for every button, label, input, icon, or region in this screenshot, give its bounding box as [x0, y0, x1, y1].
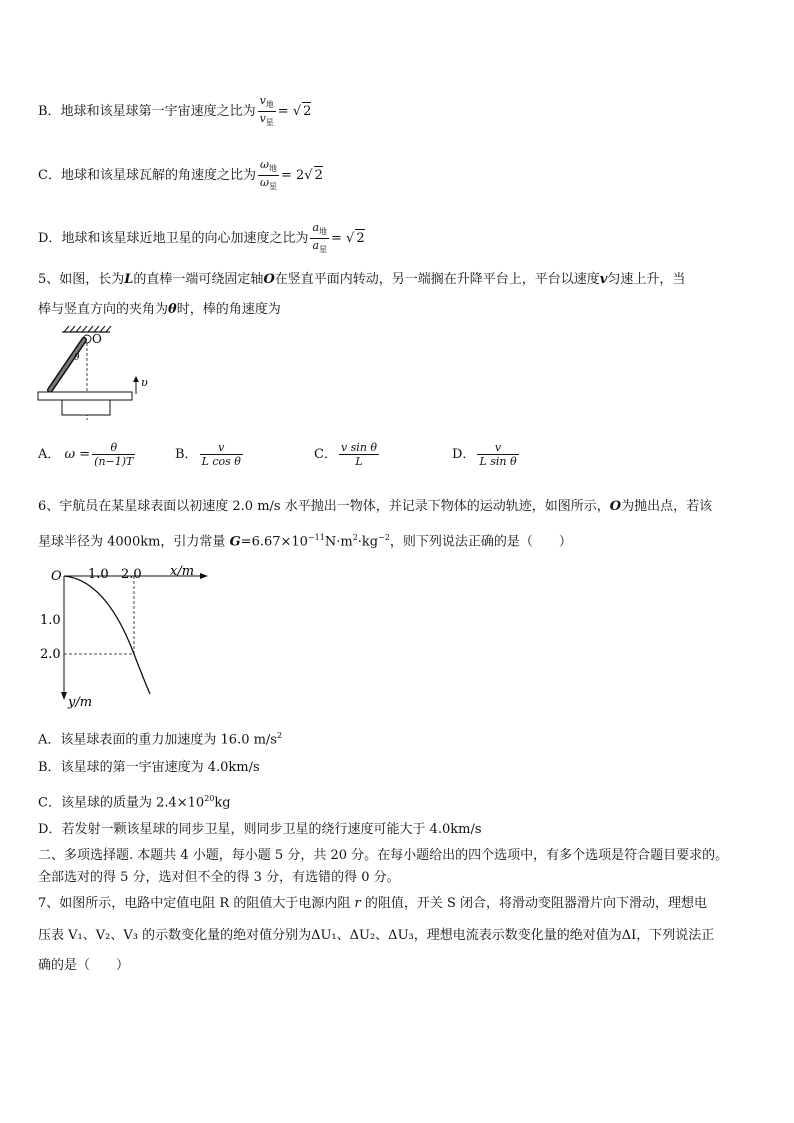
q5-stem-line2: 棒与竖直方向的夹角为θ时，棒的角速度为	[38, 302, 281, 317]
section-heading: 二、多项选择题. 本题共 4 小题，每小题 5 分，共 20 分。在每小题给出的四个选项中，有多个选项是符合题目要求的。	[38, 848, 729, 863]
x-tick-label: 1.0	[88, 567, 109, 582]
ratio-fraction: $\frac{v_地}{v_星}$	[259, 94, 274, 128]
q5-option-a: A． ω = $\frac{\theta}{(n-1)T}$	[38, 441, 134, 468]
angle-label: θ	[74, 353, 80, 363]
platform	[38, 392, 132, 400]
q6-stem-line2: 星球半径为 4000km，引力常量 $G=6.67\times 10^{-11}N\cdot m^2\cdot kg^{-2}$，则下列说法正确的是（ ）	[38, 533, 572, 550]
y-axis-label: y/m	[68, 695, 93, 710]
pivot-label: O	[92, 332, 102, 346]
q4-option-b: B．地球和该星球第一宇宙速度之比为 $\frac{v_地}{v_星}$ = √ 2	[38, 94, 312, 128]
q5-option-b: B． $\frac{v}{\text{L cos θ}}$	[175, 441, 241, 468]
rod-platform-figure	[34, 324, 164, 424]
q6-option-c: C．该星球的质量为 $2.4\times 10^{20}kg$	[38, 794, 231, 811]
q4-option-c: C．地球和该星球瓦解的角速度之比为 $\frac{\omega_地}{\omega_星}$ = 2√ 2	[38, 158, 323, 192]
ratio-fraction: $\frac{a_地}{a_星}$	[312, 221, 328, 255]
q6-option-d: D．若发射一颗该星球的同步卫星，则同步卫星的绕行速度可能大于 4.0km/s	[38, 822, 482, 837]
q7-stem-line3: 确的是（ ）	[38, 958, 130, 973]
q6-option-a: A．该星球表面的重力加速度为 16.0 $m/s^2$	[38, 731, 283, 748]
x-axis-label: x/m	[170, 564, 195, 579]
q7-stem-line2: 压表 V₁、V₂、V₃ 的示数变化量的绝对值分别为ΔU₁、ΔU₂、ΔU₃，理想电流表示数变化量的绝对值为ΔI，下列说法正	[38, 928, 715, 943]
q5-option-d: D． $\frac{v}{\text{L sin θ}}$	[452, 441, 517, 468]
q5-stem-line1: 5、如图，长为L的直棒一端可绕固定轴O在竖直平面内转动，另一端搁在升降平台上，平台以速度v匀速上升，当	[38, 272, 686, 287]
trajectory-curve	[64, 576, 150, 694]
option-label: C．	[38, 168, 61, 184]
q6-stem-line1: 6、宇航员在某星球表面以初速度 2.0 m/s 水平抛出一物体，并记录下物体的运动轨迹，如图所示，O为抛出点，若该	[38, 499, 713, 514]
trajectory-graph	[36, 560, 216, 710]
option-text: 地球和该星球近地卫星的向心加速度之比为	[61, 231, 309, 247]
section-instructions: 全部选对的得 5 分，选对但不全的得 3 分，有选错的得 0 分。	[38, 870, 400, 885]
q4-option-d: D．地球和该星球近地卫星的向心加速度之比为 $\frac{a_地}{a_星}$ = √ 2	[38, 221, 365, 255]
x-tick-label: 2.0	[121, 567, 142, 582]
q6-option-b: B．该星球的第一宇宙速度为 4.0km/s	[38, 760, 260, 775]
option-label: B．	[38, 104, 61, 120]
q7-stem-line1: 7、如图所示，电路中定值电阻 R 的阻值大于电源内阻 r 的阻值，开关 S 闭合，将滑动变阻器滑片向下滑动，理想电	[38, 896, 707, 911]
platform-base	[62, 400, 110, 415]
q5-option-c: C． $\frac{\text{v sin θ}}{L}$	[314, 441, 378, 468]
option-label: D．	[38, 231, 62, 247]
origin-label: O	[51, 569, 62, 584]
y-tick-label: 1.0	[40, 613, 61, 628]
ratio-fraction: $\frac{\omega_地}{\omega_星}$	[259, 158, 277, 192]
option-text: 地球和该星球瓦解的角速度之比为	[60, 168, 256, 184]
velocity-label: υ	[141, 376, 148, 389]
ceiling-hatch	[64, 326, 111, 332]
option-text: 地球和该星球第一宇宙速度之比为	[60, 104, 256, 120]
y-tick-label: 2.0	[40, 647, 61, 662]
